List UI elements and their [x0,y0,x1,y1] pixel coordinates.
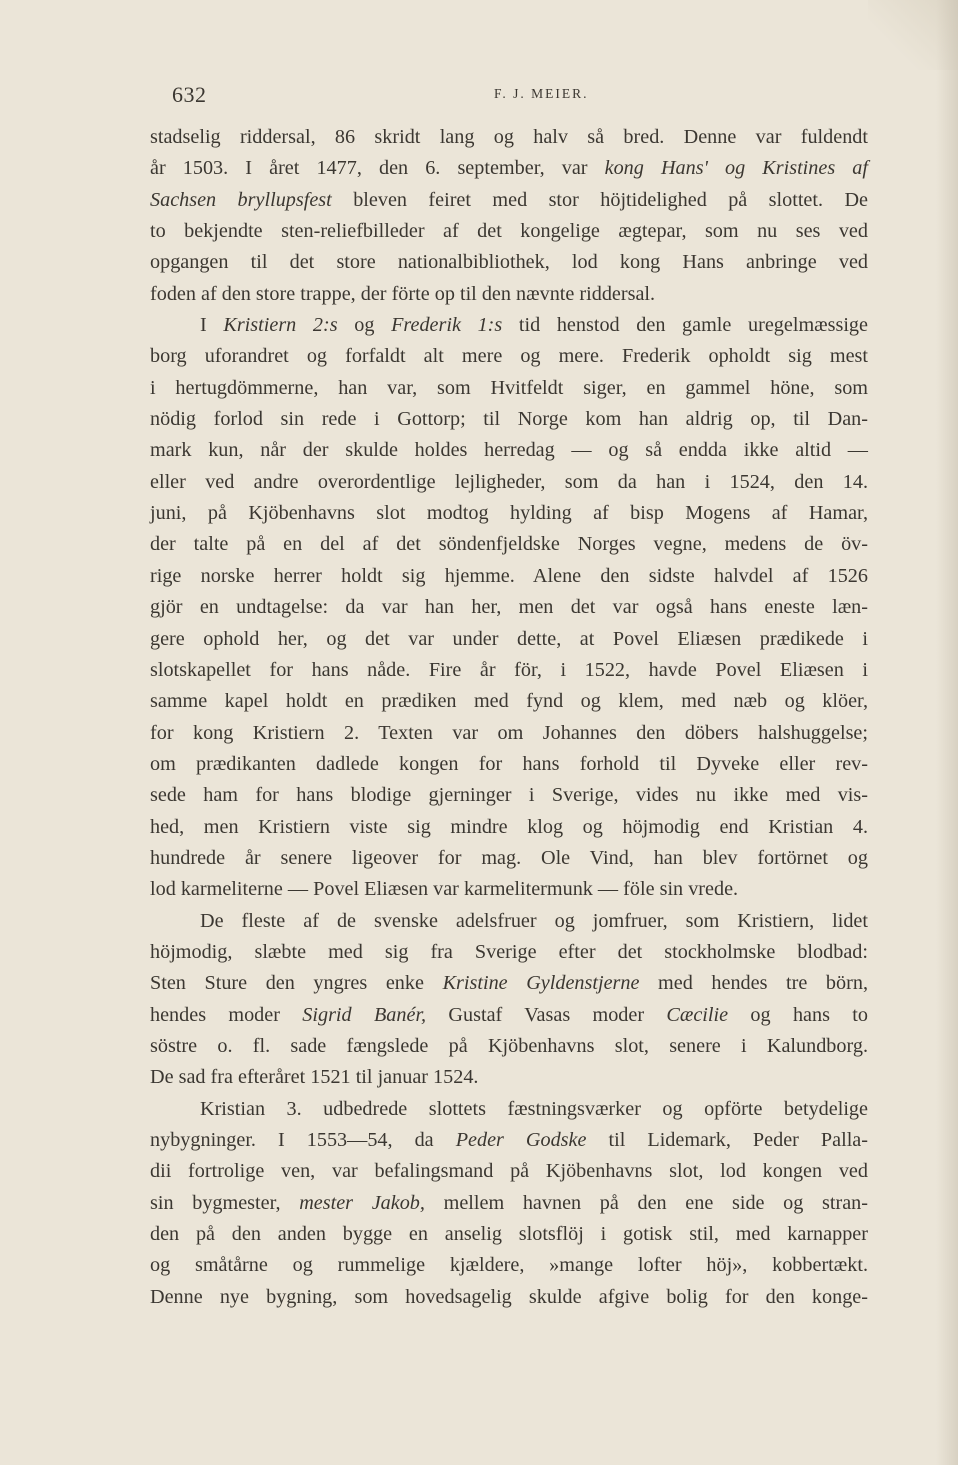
text-line [150,718,868,749]
text-run: og småtårne og rummelige kjældere, »mange lofter höj», kobbertækt. [150,1254,868,1277]
text-run: den på den anden bygge en anselig slotsflöj i gotisk stil, med karnapper [150,1223,868,1246]
italic-text: Peder Godske [455,1129,587,1151]
text-line [150,247,868,278]
text-line [150,1094,868,1125]
text-line [150,1188,868,1219]
text-line [150,498,868,529]
text-run: De fleste af de svenske adelsfruer og jomfruer, som Kristiern, lidet [200,909,868,932]
text-run: De sad fra efteråret 1521 til januar 1524. [150,1066,479,1089]
page-number: 632 [172,82,207,107]
text-run: tid henstod den gamle uregelmæssige [502,314,868,337]
text-line [150,968,868,999]
text-line [150,937,868,968]
italic-text: Sigrid Banér, [302,1003,427,1026]
text-run: mark kun, når der skulde holdes herredag — og så endda ikke altid — [150,439,868,462]
text-line [150,592,868,623]
text-line [150,1125,868,1156]
running-head: F. J. MEIER. [494,86,589,101]
text-run: to bekjendte sten-reliefbilleder af det kongelige ægtepar, som nu ses ved [150,220,868,243]
text-run: hed, men Kristiern viste sig mindre klog og höjmodig end Kristian 4. [150,815,868,838]
text-line [150,435,868,466]
text-line [150,561,868,592]
text-run: nybygninger. I 1553—54, da [150,1129,456,1151]
text-run: Sten Sture den yngres enke [150,972,443,995]
text-line [150,1250,868,1281]
text-line [150,310,868,341]
text-run: Denne nye bygning, som hovedsagelig skulde afgive bolig for den konge- [150,1285,868,1308]
page-edge-shadow [936,0,958,1465]
text-run: juni, på Kjöbenhavns slot modtog hylding af bisp Mogens af Hamar, [150,502,868,525]
text-line [150,153,868,184]
text-run: hendes moder [150,1003,303,1026]
italic-text: Kristine Gyldenstjerne [442,972,640,995]
text-line [150,122,868,153]
text-line [150,341,868,372]
italic-text: Cæcilie [666,1003,729,1026]
text-line [150,749,868,780]
text-run: sin bygmester, [150,1191,300,1214]
text-line [150,185,868,216]
text-line [150,1000,868,1031]
text-run: dii fortrolige ven, var befalingsmand på Kjöbenhavns slot, lod kongen ved [150,1160,868,1183]
text-run: lod karmeliterne — Povel Eliæsen var karmelitermunk — föle sin vrede. [150,878,739,901]
text-line [150,373,868,404]
text-run: og [337,314,392,337]
text-run: og hans to [728,1003,868,1026]
text-line [150,1031,868,1062]
text-run: sede ham for hans blodige gjerninger i Sverige, vides nu ikke med vis- [150,784,868,807]
italic-text: Frederik 1:s [391,314,503,337]
text-run: til Lidemark, Peder Palla- [586,1129,868,1151]
text-run: gere ophold her, og det var under dette, at Povel Eliæsen prædikede i [150,627,868,650]
text-run: i hertugdömmerne, han var, som Hvitfeldt siger, en gammel höne, som [150,376,868,399]
text-run: gjör en undtagelse: da var han her, men det var også hans eneste læn- [150,596,868,619]
italic-text: Kristiern 2:s [223,314,338,337]
text-line [150,686,868,717]
text-line [150,655,868,686]
body-text [150,122,868,1313]
text-run: Gustaf Vasas moder [426,1003,667,1026]
italic-text: kong Hans' og Kristines af [604,157,868,180]
text-run: Kristian 3. udbedrede slottets fæstningsværker og opförte betydelige [200,1097,868,1120]
text-line [150,1219,868,1250]
text-line [150,874,868,905]
text-run: samme kapel holdt en prædiken med fynd og klem, med næb og klöer, [150,690,868,713]
text-run: år 1503. I året 1477, den 6. september, var [150,157,605,180]
text-line [150,906,868,937]
text-line [150,404,868,435]
text-run: slotskapellet for hans nåde. Fire år för, i 1522, havde Povel Eliæsen i [150,658,868,681]
text-run: foden af den store trappe, der förte op til den nævnte riddersal. [150,282,656,305]
text-run: med hendes tre börn, [639,972,868,995]
text-run: söstre o. fl. sade fængslede på Kjöbenhavns slot, senere i Kalundborg. [150,1034,868,1057]
text-run: om prædikanten dadlede kongen for hans forhold til Dyveke eller rev- [150,752,868,775]
text-run: höjmodig, slæbte med sig fra Sverige efter det stockholmske blodbad: [150,940,868,963]
text-line [150,1062,868,1093]
text-line [150,812,868,843]
text-run: for kong Kristiern 2. Texten var om Johannes den döbers halshuggelse; [150,721,868,744]
italic-text: Sachsen bryllupsfest [150,188,332,211]
text-run: rige norske herrer holdt sig hjemme. Alene den sidste halvdel af 1526 [150,564,868,587]
page-header [172,82,862,116]
text-run: der talte på en del af det söndenfjeldske Norges vegne, medens de öv- [150,533,868,556]
text-run: mellem havnen på den ene side og stran- [424,1191,868,1214]
text-run: eller ved andre overordentlige lejligheder, som da han i 1524, den 14. [150,470,868,493]
text-line [150,529,868,560]
text-line [150,467,868,498]
italic-text: mester Jakob, [299,1191,425,1214]
text-line [150,843,868,874]
text-run: bleven feiret med stor höjtidelighed på slottet. De [331,188,869,211]
text-line [150,1156,868,1187]
text-line [150,780,868,811]
text-run: nödig forlod sin rede i Gottorp; til Norge kom han aldrig op, til Dan- [150,408,868,431]
text-run: hundrede år senere ligeover for mag. Ole Vind, han blev fortörnet og [150,846,868,869]
text-line [150,216,868,247]
text-line [150,624,868,655]
text-run: I [200,314,224,337]
text-line [150,279,868,310]
text-run: stadselig riddersal, 86 skridt lang og halv så bred. Denne var fuldendt [150,126,868,148]
text-run: opgangen til det store nationalbibliothek, lod kong Hans anbringe ved [150,251,868,274]
text-line [150,1282,868,1313]
text-run: borg uforandret og forfaldt alt mere og mere. Frederik opholdt sig mest [150,345,868,368]
